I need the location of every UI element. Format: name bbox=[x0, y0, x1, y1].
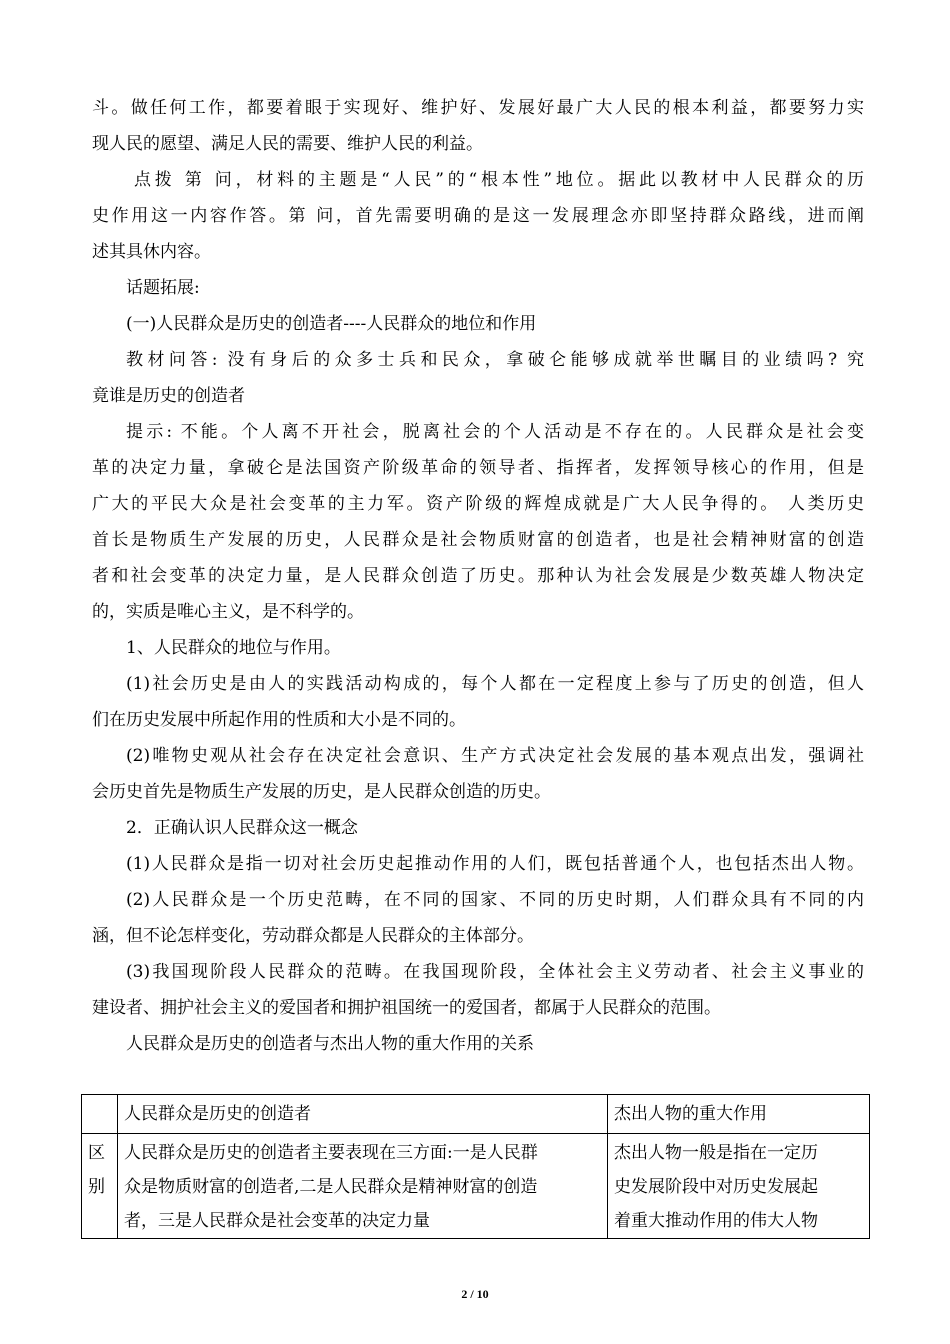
text-line: 现人民的愿望、满足人民的需要、维护人民的利益。 bbox=[92, 134, 483, 154]
text-line: 涵，但不论怎样变化，劳动群众都是人民群众的主体部分。 bbox=[92, 926, 534, 946]
cell-line: 者，三是人民群众是社会变革的决定力量 bbox=[124, 1211, 430, 1231]
text-line: 竟谁是历史的创造者 bbox=[92, 386, 245, 406]
text-line: 首长是物质生产发展的历史，人民群众是社会物质财富的创造者，也是社会精神财富的创造 bbox=[92, 530, 864, 550]
row-label: 别 bbox=[88, 1177, 105, 1197]
table-header-cell: 人民群众是历史的创造者 bbox=[118, 1095, 608, 1134]
table-row bbox=[82, 1134, 870, 1239]
text-line: 会历史首先是物质生产发展的历史，是人民群众创造的历史。 bbox=[92, 782, 551, 802]
cell-line: 史发展阶段中对历史发展起 bbox=[614, 1177, 818, 1197]
text-line: (2)唯物史观从社会存在决定社会意识、生产方式决定社会发展的基本观点出发，强调社 bbox=[126, 746, 864, 766]
subheading: 2．正确认识人民群众这一概念 bbox=[126, 818, 358, 838]
table-header-cell bbox=[82, 1095, 118, 1134]
text-line: 述其具休内容。 bbox=[92, 242, 211, 262]
section-heading: (一)人民群众是历史的创造者----人民群众的地位和作用 bbox=[126, 314, 537, 334]
page-body bbox=[92, 90, 864, 1062]
text-line: 教材问答: 没有身后的众多士兵和民众，拿破仑能够成就举世瞩目的业绩吗? 究 bbox=[126, 350, 864, 370]
table-cell bbox=[608, 1134, 870, 1239]
text-line: (1)人民群众是指一切对社会历史起推动作用的人们，既包括普通个人，也包括杰出人物。 bbox=[126, 854, 864, 874]
table-cell bbox=[118, 1134, 608, 1239]
text-line: 广大的平民大众是社会变革的主力军。资产阶级的辉煌成就是广大人民争得的。 人类历史 bbox=[92, 494, 864, 514]
text-line: 革的决定力量，拿破仑是法国资产阶级革命的领导者、指挥者，发挥领导核心的作用，但是 bbox=[92, 458, 864, 478]
text-line: 者和社会变革的决定力量，是人民群众创造了历史。那种认为社会发展是少数英雄人物决定 bbox=[92, 566, 864, 586]
table-caption: 人民群众是历史的创造者与杰出人物的重大作用的关系 bbox=[126, 1034, 534, 1054]
comparison-table bbox=[81, 1094, 870, 1239]
row-label-cell bbox=[82, 1134, 118, 1239]
text-line: (1)社会历史是由人的实践活动构成的，每个人都在一定程度上参与了历史的创造，但人 bbox=[126, 674, 864, 694]
text-line: 斗。做任何工作，都要着眼于实现好、维护好、发展好最广大人民的根本利益，都要努力实 bbox=[92, 98, 864, 118]
text-line: 史作用这一内容作答。第 问，首先需要明确的是这一发展理念亦即坚持群众路线，进而阐 bbox=[92, 206, 864, 226]
text-line: 的，实质是唯心主义，是不科学的。 bbox=[92, 602, 364, 622]
text-line: (3)我国现阶段人民群众的范畴。在我国现阶段，全体社会主义劳动者、社会主义事业的 bbox=[126, 962, 864, 982]
page-number: 2 / 10 bbox=[461, 1287, 489, 1301]
cell-line: 人民群众是历史的创造者主要表现在三方面:一是人民群 bbox=[124, 1143, 538, 1163]
cell-line: 众是物质财富的创造者,二是人民群众是精神财富的创造 bbox=[124, 1177, 538, 1197]
cell-line: 着重大推动作用的伟大人物 bbox=[614, 1211, 818, 1231]
text-line: 们在历史发展中所起作用的性质和大小是不同的。 bbox=[92, 710, 466, 730]
section-label: 话题拓展: bbox=[126, 278, 200, 298]
text-line: 提示: 不能。个人离不开社会，脱离社会的个人活动是不存在的。人民群众是社会变 bbox=[126, 422, 864, 442]
text-line: (2)人民群众是一个历史范畴，在不同的国家、不同的历史时期，人们群众具有不同的内 bbox=[126, 890, 864, 910]
subheading: 1、人民群众的地位与作用。 bbox=[126, 638, 341, 658]
text-line: 点拨 第 问，材料的主题是“人民”的“根本性”地位。据此以教材中人民群众的历 bbox=[134, 170, 864, 190]
table-header-cell: 杰出人物的重大作用 bbox=[608, 1095, 870, 1134]
table-header-row bbox=[82, 1095, 870, 1134]
cell-line: 杰出人物一般是指在一定历 bbox=[614, 1143, 818, 1163]
row-label: 区 bbox=[88, 1143, 105, 1163]
text-line: 建设者、拥护社会主义的爱国者和拥护祖国统一的爱国者，都属于人民群众的范围。 bbox=[92, 998, 721, 1018]
